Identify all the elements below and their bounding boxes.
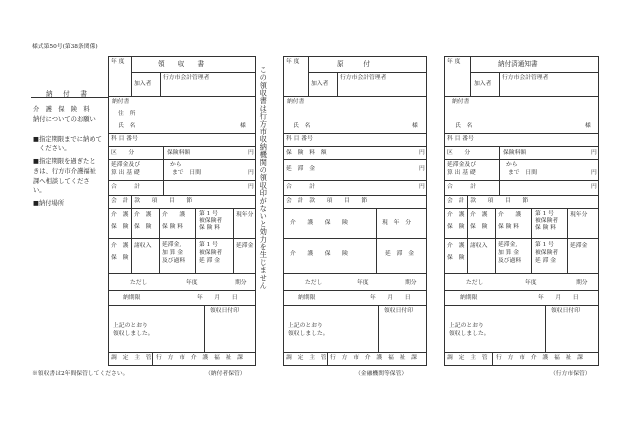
year-label: 年 度 (447, 59, 461, 65)
account2-label: 会 計 款 項 目 節 (286, 198, 368, 204)
kaigo-a: 介 護 (447, 243, 465, 249)
rule (545, 305, 546, 352)
fiscal-label: 年度 (357, 280, 369, 286)
insured-2: 被保険者 (535, 218, 559, 224)
rule (283, 96, 427, 97)
stamp-label: 領収日付印 (210, 308, 239, 314)
rule (492, 352, 493, 366)
address-label: 住 所 (118, 111, 136, 117)
yen-label: 円 (591, 170, 597, 176)
rule (495, 208, 496, 273)
rule (283, 146, 427, 147)
notice-item2a: ■指定期限を過ぎたと (33, 158, 96, 165)
rule (108, 273, 256, 274)
rule (444, 180, 599, 181)
late-label-a: 延滞金及び (447, 162, 476, 168)
yen-label: 円 (591, 184, 597, 190)
notice-footer: ※領収書は2年間保管してください。 (32, 371, 129, 377)
yen-label: 円 (248, 184, 254, 190)
sama-label: 様 (585, 123, 591, 129)
rule (470, 72, 599, 73)
rule (467, 195, 468, 273)
yen-label: 円 (419, 150, 425, 156)
rule (283, 352, 427, 353)
tadashi-label: ただし (466, 280, 484, 286)
rule (283, 290, 427, 291)
rule (283, 180, 427, 181)
period-label: 期分 (576, 280, 588, 286)
stamp-label: 領収日付印 (551, 308, 580, 314)
date-label: 年 月 日 (538, 295, 579, 301)
rule (444, 290, 599, 291)
rule (108, 159, 256, 160)
late-b3: 及び過料 (162, 258, 186, 264)
treasurer-label: 行方市会計管理者 (163, 75, 210, 81)
rule (283, 208, 427, 209)
insured-1: 第 1 号 (535, 211, 554, 217)
account-label: 科 目 番号 (286, 136, 313, 142)
sama-label: 様 (240, 123, 246, 129)
deadline-label: 納期限 (298, 295, 316, 301)
doc-title: 領 収 書 (158, 60, 205, 68)
notice-item1a: ■指定期限までに納めて (33, 135, 102, 143)
subscriber-label: 加入者 (474, 81, 492, 87)
kaigo-a: 介 護 (134, 212, 152, 218)
tadashi-label: ただし (130, 280, 148, 286)
hoken-a: 保 険 (111, 255, 129, 261)
name-label: 氏 名 (293, 123, 311, 129)
kaigo-b: 介 護 (162, 212, 186, 218)
rule (444, 273, 599, 274)
insured-4: 被保険者 (535, 250, 559, 256)
from-label: から (170, 162, 182, 168)
rule (159, 208, 160, 273)
category-label: 区 分 (447, 150, 471, 156)
fiscal-label: 年度 (525, 280, 537, 286)
chousei-label: 調 定 主 管 (111, 355, 152, 361)
account2-label: 会 計 款 項 目 節 (447, 198, 529, 204)
insured-5: 延 滞 金 (535, 258, 557, 264)
kaigo-a: 介 護 (111, 243, 129, 249)
date-label: 年 月 日 (370, 295, 411, 301)
section3-footer: （行方市保管） (550, 371, 591, 377)
kaigo-b: 介 護 (498, 212, 522, 218)
rule (327, 352, 328, 366)
rule (444, 159, 599, 160)
rule (108, 133, 256, 134)
chousei-label: 調 定 主 管 (447, 355, 488, 361)
insured-1: 第 1 号 (535, 242, 554, 248)
rule (160, 72, 161, 96)
premium-label: 保険料額 (503, 150, 527, 156)
total-label: 合 計 (447, 184, 476, 190)
year-label: 年 度 (286, 59, 300, 65)
rule (308, 72, 427, 73)
fiscal-label: 年度 (186, 280, 198, 286)
hoken-a: 保 険 (447, 224, 465, 230)
rule (195, 208, 196, 273)
rule (108, 146, 256, 147)
rule (283, 305, 427, 306)
doc-title: 納付済通知書 (498, 60, 538, 68)
notice-item2b: きは、行方市介護福祉 (33, 167, 96, 175)
deadline-label: 納期限 (460, 295, 478, 301)
period-label: 期分 (235, 280, 247, 286)
section2-border (283, 56, 427, 366)
late-pay-label: 延滞金 (570, 243, 588, 249)
until-label: まで 日間 (172, 170, 201, 176)
rule (283, 195, 427, 196)
notice-item1b: ください。 (39, 145, 71, 153)
late-label-b: 算 出 基 礎 (111, 170, 140, 176)
rule (131, 72, 256, 73)
notice-body (33, 105, 102, 209)
subscriber-label: 加入者 (134, 81, 152, 87)
insured-1: 第 1 号 (199, 211, 218, 217)
received-b: 領収しました。 (449, 331, 490, 337)
total-label: 合 計 (111, 184, 140, 190)
account-label: 科 目 番号 (447, 136, 474, 142)
yen-label: 円 (248, 150, 254, 156)
received-b: 領収しました。 (113, 331, 154, 337)
sama-label: 様 (412, 123, 418, 129)
hoken-a: 保 険 (134, 224, 152, 230)
payslip-label: 納付書 (112, 99, 130, 105)
hoken-full: 介 護 保 険 (290, 251, 348, 257)
form-id: 様式第50号(第38条関係) (32, 44, 98, 50)
notice-item3: ■納付場所 (33, 200, 65, 207)
rule (444, 238, 599, 239)
received-a: 上記のとおり (288, 323, 323, 329)
received-a: 上記のとおり (449, 323, 484, 329)
rule (444, 133, 599, 134)
rule (108, 305, 256, 306)
insured-4: 被保険者 (199, 250, 223, 256)
account-label: 科 目 番号 (111, 136, 138, 142)
date-label: 年 月 日 (197, 295, 238, 301)
insured-3: 保 険 料 (199, 225, 221, 231)
tadashi-label: ただし (305, 280, 323, 286)
yen-label: 円 (419, 184, 425, 190)
misc-label: 諸収入 (134, 243, 152, 249)
notice-heading1: 介 護 保 険 料 (33, 106, 90, 113)
hoken-full: 介 護 保 険 (290, 220, 348, 226)
rule (470, 56, 471, 96)
rule (108, 180, 256, 181)
rule (204, 305, 205, 352)
rule (108, 96, 256, 97)
rule (108, 238, 256, 239)
rule (499, 146, 500, 195)
rule (283, 238, 427, 239)
late-full: 延 滞 金 (385, 251, 414, 257)
late-b1: 延滞金, (162, 242, 182, 248)
rule (444, 305, 599, 306)
rule (131, 195, 132, 273)
treasurer-label: 行方市会計管理者 (502, 75, 549, 81)
rule (283, 159, 427, 160)
kaigo-a: 介 護 (447, 212, 465, 218)
period-label: 期分 (405, 280, 417, 286)
rule (152, 352, 153, 366)
current-label: 現年分 (236, 212, 254, 218)
dept-label: 行 方 市 介 護 福 祉 課 (156, 355, 243, 361)
category-label: 区 分 (111, 150, 135, 156)
rule (308, 56, 309, 96)
yen-label: 円 (419, 166, 425, 172)
rule (567, 208, 568, 273)
rule (283, 133, 427, 134)
premium-label: 保険料額 (167, 150, 191, 156)
notice-heading2: 納付についてのお願い (33, 115, 96, 123)
insured-1: 第 1 号 (199, 242, 218, 248)
total-label: 合 計 (286, 184, 315, 190)
kaigo-a: 介 護 (470, 212, 488, 218)
late-pay-label: 延滞金 (236, 243, 254, 249)
doc-title: 原 付 (337, 60, 370, 68)
rule (163, 146, 164, 195)
rule (337, 72, 338, 96)
section2-footer: （金融機関等保管） (355, 371, 408, 377)
hoken-b: 保 険 料 (162, 224, 184, 230)
notice-item2d: い。 (33, 187, 46, 195)
notice-title: 納 付 書 (46, 90, 89, 98)
late-label-a: 延滞金及び (111, 162, 140, 168)
late-b2: 加 算 金 (498, 250, 520, 256)
insured-5: 延 滞 金 (199, 258, 221, 264)
subscriber-label: 加入者 (311, 81, 329, 87)
current-label: 現年分 (570, 212, 588, 218)
year-label: 年 度 (111, 59, 125, 65)
dept-label: 行 方 市 介 護 福 祉 課 (330, 355, 417, 361)
payslip-label: 納付書 (452, 99, 470, 105)
rule (233, 208, 234, 273)
misc-label: 諸収入 (470, 243, 488, 249)
rule (131, 56, 132, 96)
hoken-a: 保 険 (447, 255, 465, 261)
late-b2: 加 算 金 (162, 250, 184, 256)
premium-spaced: 保 険 料 額 (286, 150, 327, 156)
name-label: 氏 名 (118, 123, 136, 129)
rule (108, 290, 256, 291)
insured-3: 保 険 料 (535, 225, 557, 231)
late-b3: 及び過料 (498, 258, 522, 264)
rule (444, 352, 599, 353)
late-label-b: 算 出 基 礎 (447, 170, 476, 176)
late-fee-label: 延 滞 金 (286, 166, 315, 172)
insured-2: 被保険者 (199, 218, 223, 224)
section1-footer: （納付者保管） (205, 371, 246, 377)
payslip-label: 納付書 (287, 99, 305, 105)
late-b1: 延滞金, (498, 242, 518, 248)
rule (376, 208, 377, 273)
chousei-label: 調 定 主 管 (286, 355, 327, 361)
rule (378, 305, 379, 352)
notice-item2c: 課へ相談してくださ (33, 177, 90, 185)
kaigo-a: 介 護 (111, 212, 129, 218)
name-label: 氏 名 (455, 123, 473, 129)
rule (444, 146, 599, 147)
hoken-b: 保 険 料 (498, 224, 520, 230)
treasurer-label: 行方市会計管理者 (340, 75, 387, 81)
received-b: 領収しました。 (288, 331, 329, 337)
rule (444, 96, 599, 97)
rule (108, 352, 256, 353)
hoken-a: 保 険 (470, 224, 488, 230)
rule (499, 72, 500, 96)
account2-label: 会 計 款 項 目 節 (111, 198, 193, 204)
yen-label: 円 (591, 150, 597, 156)
current-full: 現 年 分 (382, 220, 411, 226)
deadline-label: 納期限 (123, 295, 141, 301)
from-label: から (506, 162, 518, 168)
until-label: まで 日間 (508, 170, 537, 176)
stamp-label: 領収日付印 (384, 308, 413, 314)
dept-label: 行 方 市 介 護 福 祉 課 (496, 355, 583, 361)
rule (531, 208, 532, 273)
rule (283, 273, 427, 274)
hoken-a: 保 険 (111, 224, 129, 230)
yen-label: 円 (248, 170, 254, 176)
validity-note: この領収書は行方市収納機関の領収印がないと効力を生じません (259, 66, 269, 290)
received-a: 上記のとおり (113, 323, 148, 329)
